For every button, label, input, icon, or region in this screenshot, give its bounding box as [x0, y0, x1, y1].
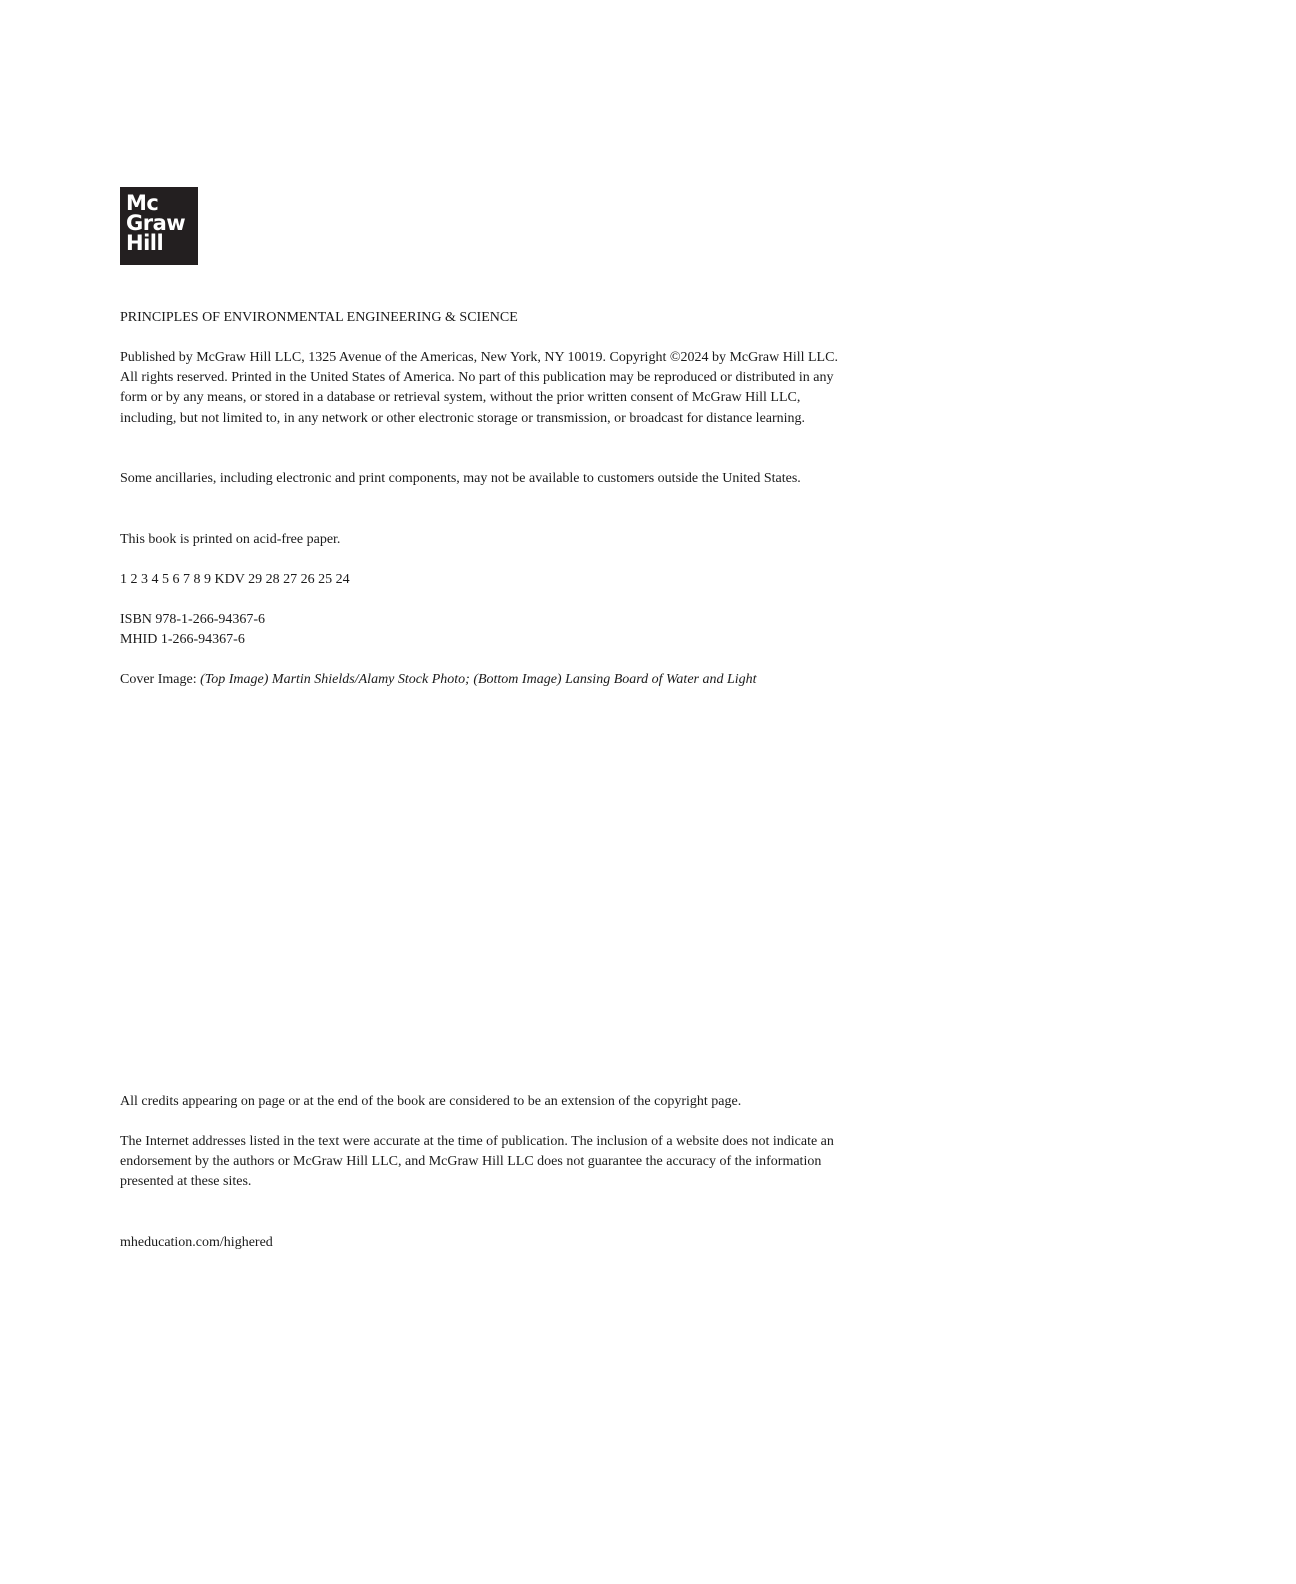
identifier-block — [120, 610, 850, 650]
mhid: MHID 1-266-94367-6 — [120, 632, 245, 648]
website-block — [120, 1233, 850, 1253]
book-title: PRINCIPLES OF ENVIRONMENTAL ENGINEERING & SCIENCE — [120, 310, 518, 325]
cover-label: Cover Image: — [120, 672, 201, 687]
credits-block — [120, 1092, 850, 1112]
ancillaries-notice: Some ancillaries, including electronic and print components, may not be available to customers outside the United States. — [120, 471, 801, 486]
book-title-block — [120, 308, 850, 328]
print-line-block — [120, 570, 850, 590]
paper-notice: This book is printed on acid-free paper. — [120, 532, 341, 547]
cover-credit-text: (Top Image) Martin Shields/Alamy Stock Photo; (Bottom Image) Lansing Board of Water and Light — [200, 672, 757, 687]
paper-block — [120, 530, 850, 550]
logo-line-3: Hill — [126, 231, 164, 255]
credits-notice: All credits appearing on page or at the end of the book are considered to be an extension of the copyright page. — [120, 1094, 742, 1109]
cover-credit-block — [120, 670, 850, 690]
cover-credit — [120, 670, 850, 690]
publisher-block — [120, 348, 850, 429]
website-url: mheducation.com/highered — [120, 1235, 273, 1250]
internet-block — [120, 1132, 850, 1193]
publisher-logo — [120, 187, 198, 265]
logo-line-1: Mc — [126, 191, 159, 215]
isbn: ISBN 978-1-266-94367-6 — [120, 612, 266, 627]
ancillaries-block — [120, 469, 850, 489]
print-line: 1 2 3 4 5 6 7 8 9 KDV 29 28 27 26 25 24 — [120, 572, 350, 587]
internet-notice: The Internet addresses listed in the text were accurate at the time of publication. The inclusion of a website does not indicate an endorsement by the authors or McGraw Hill LLC, and McGraw Hill LLC does not guarantee the accuracy of the information presented at these sites. — [120, 1134, 834, 1190]
publisher-notice: Published by McGraw Hill LLC, 1325 Avenue of the Americas, New York, NY 10019. Copyright ©2024 by McGraw Hill LLC. All rights reserved. Printed in the United States of America. No part of this publication may be reproduced or distributed in any form or by any means, or stored in a database or retrieval system, without the prior written consent of McGraw Hill LLC, including, but not limited to, in any network or other electronic storage or transmission, or broadcast for distance learning. — [120, 350, 838, 426]
logo-line-2: Graw — [126, 211, 186, 235]
